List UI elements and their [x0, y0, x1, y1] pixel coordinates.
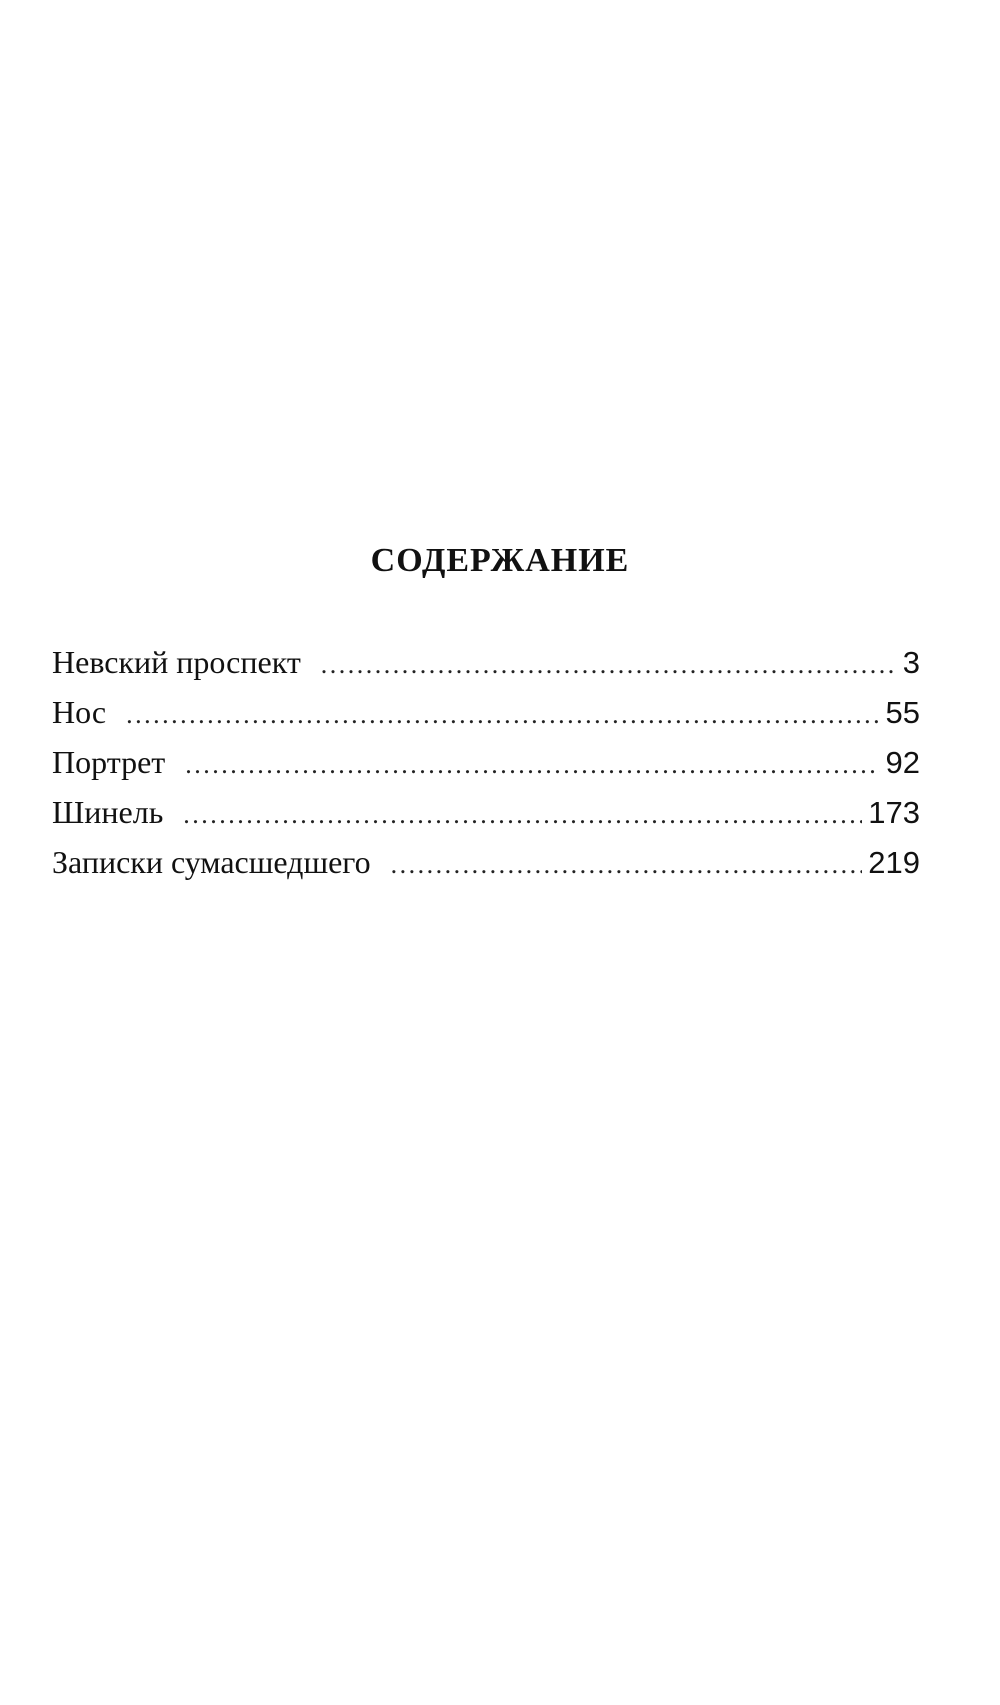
table-of-contents [52, 637, 920, 887]
dot-leader [391, 840, 863, 890]
dot-leader [321, 640, 897, 690]
toc-entry-page-number: 55 [885, 695, 920, 730]
toc-entry-zapiski-sumasshedshego [52, 837, 920, 887]
toc-entry-title: Шинель [52, 794, 164, 830]
toc-entry-title: Записки сумасшедшего [52, 844, 371, 880]
toc-entry-shinel [52, 787, 920, 837]
toc-heading: СОДЕРЖАНИЕ [370, 542, 630, 579]
toc-entry-nos [52, 687, 920, 737]
toc-entry-title: Портрет [52, 744, 166, 780]
toc-entry-nevsky-prospekt [52, 637, 920, 687]
toc-entry-title: Нос [52, 694, 107, 730]
dot-leader [126, 690, 879, 740]
toc-entry-page-number: 173 [868, 795, 920, 830]
toc-entry-page-number: 92 [885, 745, 920, 780]
dot-leader [183, 790, 862, 840]
toc-entry-page-number: 219 [868, 845, 920, 880]
toc-entry-page-number: 3 [902, 645, 920, 680]
toc-entry-portret [52, 737, 920, 787]
dot-leader [185, 740, 879, 790]
toc-entry-title: Невский проспект [52, 644, 301, 680]
